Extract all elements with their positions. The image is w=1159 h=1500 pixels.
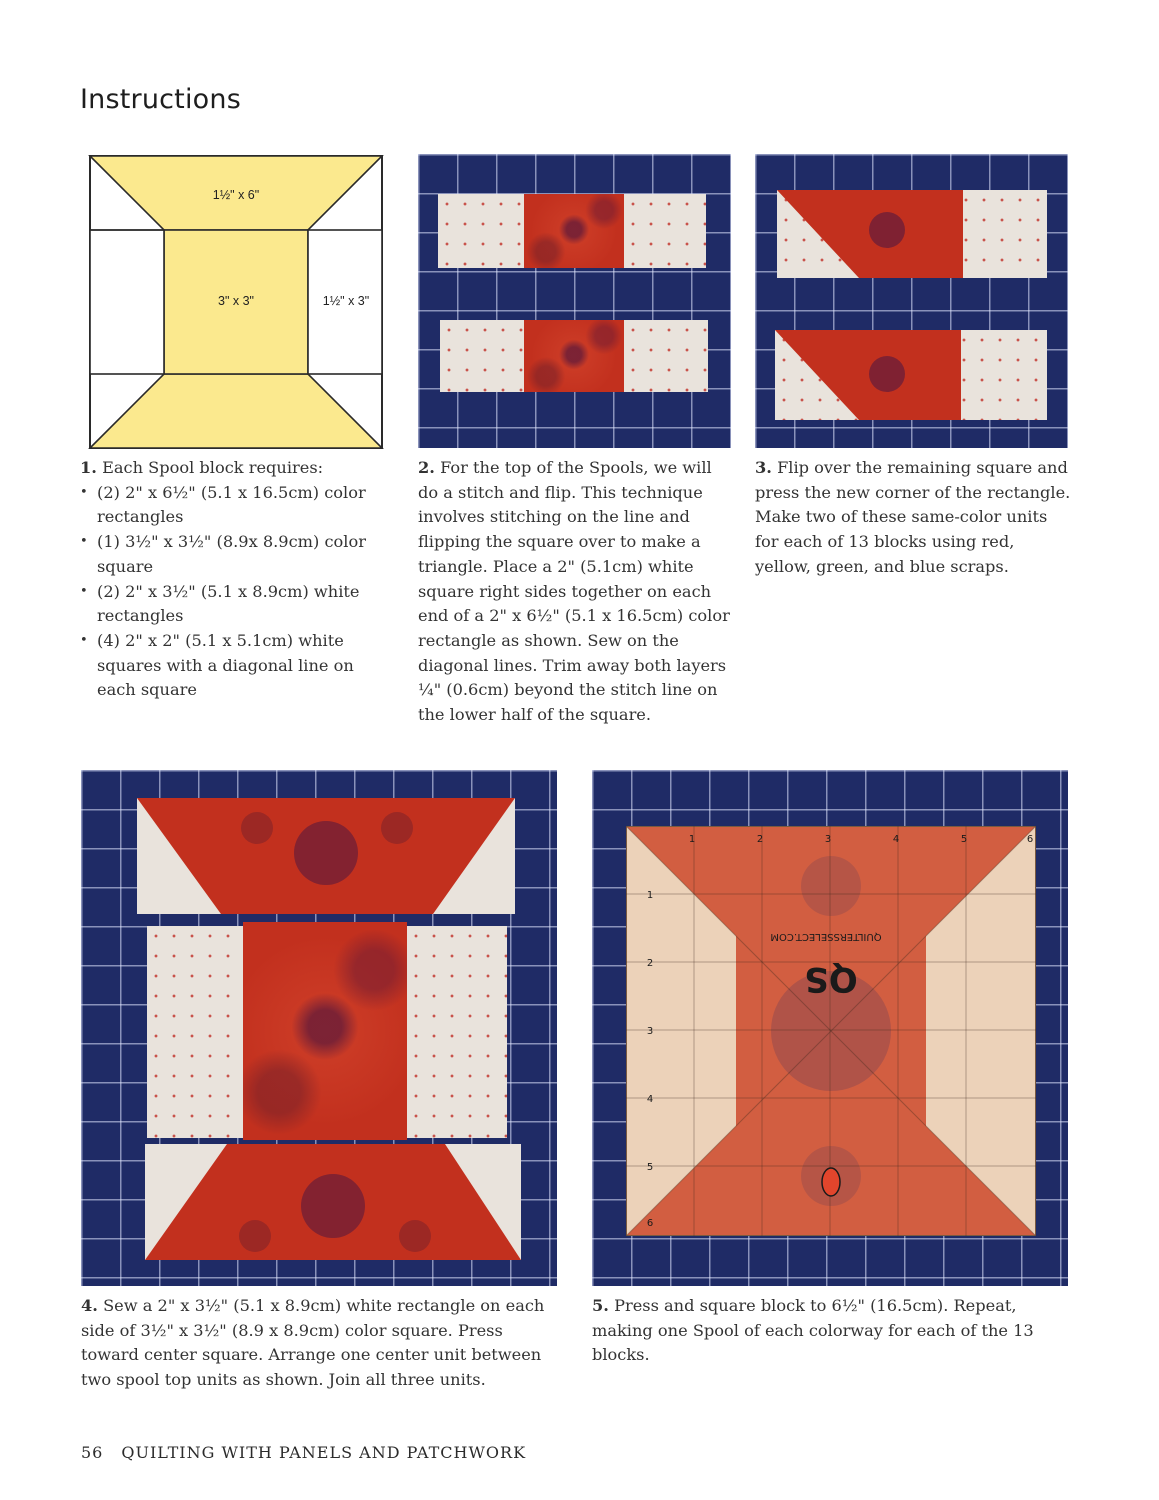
diagram-left-rectangle — [90, 230, 164, 374]
spool-bottom-unit — [145, 1144, 521, 1260]
svg-text:6: 6 — [1026, 834, 1034, 845]
ruler-grip-hole — [822, 1168, 840, 1196]
svg-text:2: 2 — [646, 958, 654, 969]
step-2-photo — [418, 154, 731, 448]
list-item: • (2) 2" x 6½" (5.1 x 16.5cm) color rectangles — [80, 481, 380, 530]
red-rectangle — [524, 194, 624, 268]
step-text: Press and square block to 6½" (16.5cm). Repeat, making one Spool of each colorway for each of the 13 blocks. — [592, 1296, 1034, 1365]
step-text: For the top of the Spools, we will do a stitch and flip. This technique involves stitching on the line and flipping the square over to make a triangle. Place a 2" (5.1cm) white square right sides together on each end of a 2" x 6½" (5.1 x 16.5cm) color rectangle as shown. Sew on the diagonal lines. Trim away both layers ¼" (0.6cm) beyond the stitch line on the lower half of the square. — [418, 458, 730, 725]
white-square — [624, 320, 708, 392]
ruler-brand-text: QUILTERSSELECT.COM — [770, 931, 882, 942]
page-heading: Instructions — [80, 84, 241, 115]
flipped-unit-top — [777, 190, 1047, 278]
svg-text:4: 4 — [646, 1094, 654, 1105]
step-3-photo — [755, 154, 1068, 448]
step-number: 2. — [418, 458, 435, 477]
step-text: Each Spool block requires: — [102, 458, 324, 477]
step-1-caption — [80, 456, 380, 703]
diagram-label-right: 1½" x 3" — [322, 294, 370, 308]
step-2-caption — [418, 456, 734, 728]
ruler-logo: QS — [804, 959, 858, 999]
svg-text:1: 1 — [646, 890, 654, 901]
step-text: Flip over the remaining square and press the new corner of the rectangle. Make two of these same-color units for each of 13 blocks using red, yellow, green, and blue scraps. — [755, 458, 1071, 576]
white-square — [440, 320, 524, 392]
red-rectangle — [524, 320, 624, 392]
svg-text:1: 1 — [688, 834, 696, 845]
diagram-label-top: 1½" x 6" — [212, 188, 260, 202]
step-number: 3. — [755, 458, 772, 477]
step-text: Sew a 2" x 3½" (5.1 x 8.9cm) white rectangle on each side of 3½" x 3½" (8.9 x 8.9cm) color square. Press toward center square. Arrange one center unit between two spool top units as shown. Join all three units. — [81, 1296, 545, 1390]
svg-text:3: 3 — [824, 834, 832, 845]
white-square — [438, 194, 524, 268]
page-footer — [81, 1443, 526, 1462]
list-item: • (4) 2" x 2" (5.1 x 5.1cm) white squares with a diagonal line on each square — [80, 629, 380, 703]
svg-text:5: 5 — [646, 1162, 654, 1173]
svg-text:2: 2 — [756, 834, 764, 845]
svg-text:3: 3 — [646, 1026, 654, 1037]
book-title: QUILTING WITH PANELS AND PATCHWORK — [121, 1443, 527, 1462]
svg-text:4: 4 — [892, 834, 900, 845]
step-number: 4. — [81, 1296, 98, 1315]
step-5-photo — [592, 770, 1068, 1286]
requirements-list — [80, 481, 380, 703]
list-item: • (2) 2" x 3½" (5.1 x 8.9cm) white rectangles — [80, 580, 380, 629]
finished-spool-block — [626, 826, 1036, 1236]
list-item: • (1) 3½" x 3½" (8.9x 8.9cm) color square — [80, 530, 380, 579]
step-5-caption — [592, 1294, 1042, 1368]
spool-block-diagram — [88, 154, 384, 450]
svg-text:6: 6 — [646, 1218, 654, 1229]
spool-top-unit — [137, 798, 515, 914]
white-side-rectangle — [407, 926, 507, 1138]
step-4-photo — [81, 770, 557, 1286]
red-center-square — [243, 922, 407, 1140]
step-number: 5. — [592, 1296, 609, 1315]
white-side-rectangle — [147, 926, 243, 1138]
flipped-unit-bottom — [775, 330, 1047, 420]
step-3-caption — [755, 456, 1073, 580]
diagram-label-center: 3" x 3" — [218, 294, 254, 308]
step-number: 1. — [80, 458, 97, 477]
svg-text:5: 5 — [960, 834, 968, 845]
step-4-caption — [81, 1294, 561, 1393]
page-number: 56 — [81, 1443, 104, 1462]
white-square — [624, 194, 706, 268]
